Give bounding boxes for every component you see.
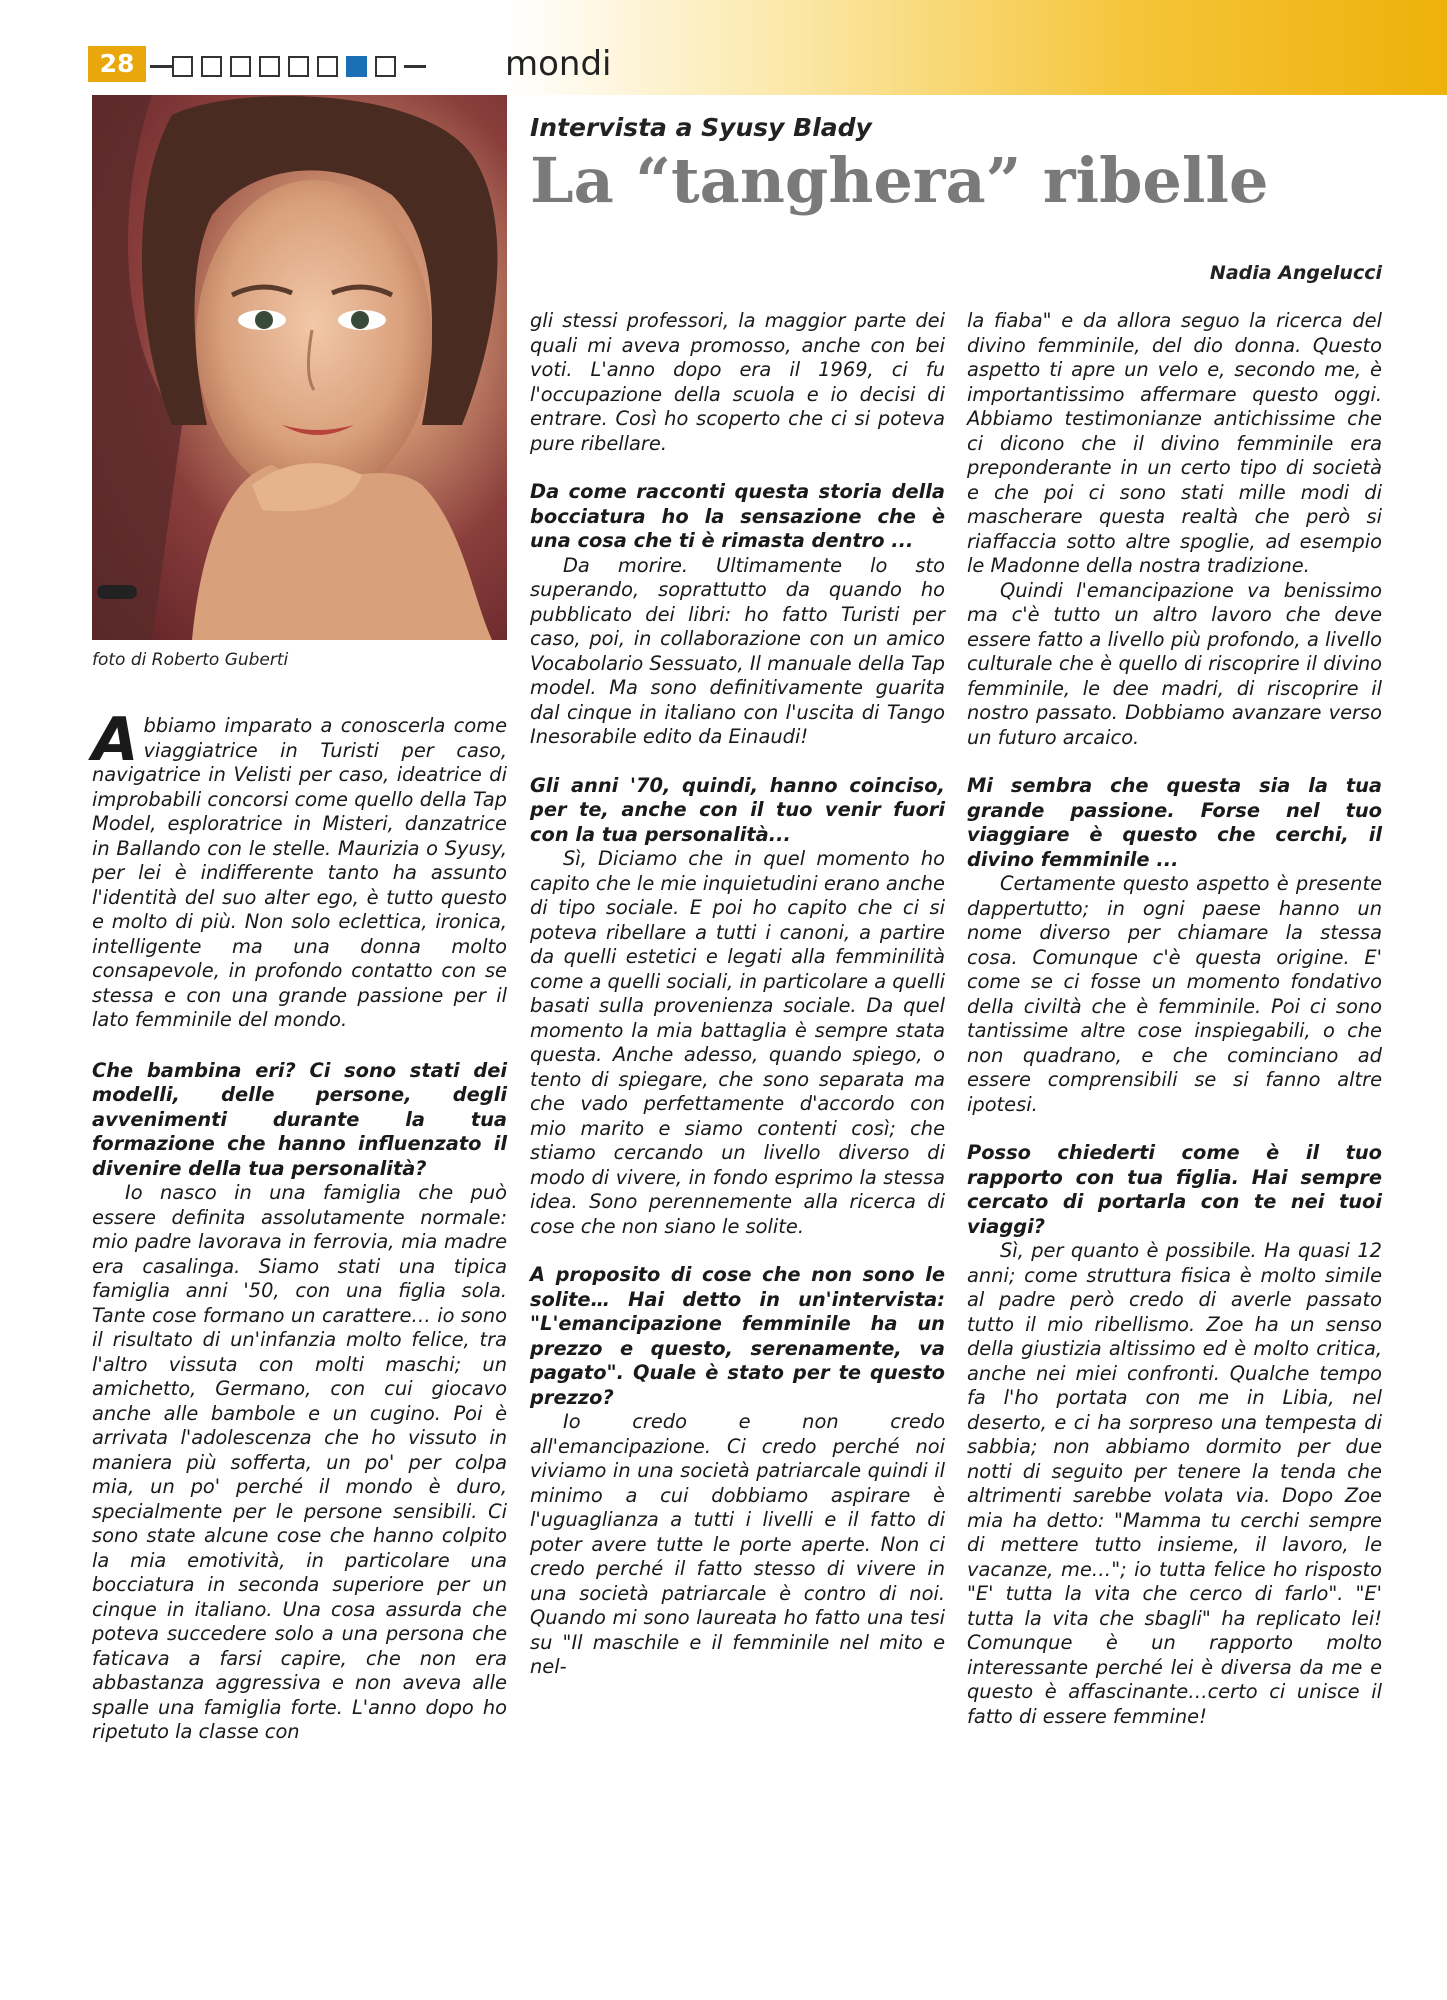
answer: Certamente questo aspetto è presente dappertutto; in ogni paese hanno un nome diverso per chiamare la stessa cosa. Comunque c'è questa origine. E' come se ci fosse un momento fondativo della civiltà che è femminile. Poi ci sono tantissime altre cose inspiegabili, o che non quadrano, e che cominciano ad essere comprensibili se si fanno altre ipotesi. bbox=[967, 872, 1382, 1116]
article-author: Nadia Angelucci bbox=[1209, 262, 1382, 284]
answer: Sì, Diciamo che in quel momento ho capito che le mie inquietudini erano anche di tipo sociale. E poi ho capito che ci si poteva ribellare a tutti i canoni, a partire da quelli estetici e legati alla femminilità come a quelli sociali, in particolare a quelli basati sulla provenienza sociale. Da quel momento la mia battaglia è sempre stata questa. Anche adesso, quando spiego, o tento di spiegare, che sono separata ma che vado perfettamente d'accordo con mio marito e siamo contenti così; che stiamo cercando un livello diverso di modo di vivere, in fondo esprimo la stessa idea. Sono perennemente alla ricerca di cose che non siano le solite. bbox=[530, 847, 945, 1238]
indicator-square bbox=[230, 56, 251, 77]
page-number: 28 bbox=[88, 46, 146, 82]
intro-text: bbiamo imparato a conoscerla come viaggiatrice in Turisti per caso, navigatrice in Velisti per caso, ideatrice di improbabili concorsi come quello della Tap Model, esploratrice in Misteri, danzatrice in Ballando con le stelle. Maurizia o Syusy, per lei è indifferente tanto ha assunto l'identità del suo alter ego, è tutto questo e molto di più. Non solo eclettica, ironica, intelligente ma una donna molto consapevole, in profondo contatto con se stessa e con una grande passione per il lato femminile del mondo. bbox=[92, 714, 507, 1031]
header-band bbox=[0, 0, 1447, 95]
question: A proposito di cose che non sono le solite… Hai detto in un'intervista: "L'emancipazione femminile ha un prezzo e questo, serenamente, va pagato". Quale è stato per te questo prezzo? bbox=[530, 1263, 945, 1409]
portrait-photo bbox=[92, 95, 507, 640]
drop-cap: A bbox=[92, 705, 139, 775]
indicator-square bbox=[288, 56, 309, 77]
question: Mi sembra che questa sia la tua grande passione. Forse nel tuo viaggiare è questo che cerchi, il divino femminile ... bbox=[967, 774, 1382, 871]
portrait-illustration bbox=[92, 95, 507, 640]
indicator-square bbox=[201, 56, 222, 77]
indicator-line bbox=[404, 65, 426, 68]
article-kicker: Intervista a Syusy Blady bbox=[530, 113, 872, 142]
answer: la fiaba" e da allora seguo la ricerca del divino femminile, del dio donna. Questo aspetto ti apre un velo e, secondo me, è importantissimo affermare questo oggi. Abbiamo testimonianze antichissime che ci dicono che il divino femminile era preponderante in un certo tipo di società e che poi ci sono stati mille modi di mascherare questa realtà che però si riaffaccia sotto altre spoglie, ad esempio le Madonne della nostra tradizione. bbox=[967, 309, 1382, 577]
section-indicator bbox=[150, 52, 426, 80]
article-title: La “tanghera” ribelle bbox=[530, 144, 1269, 217]
section-title: mondi bbox=[505, 44, 612, 84]
column-3 bbox=[967, 309, 1382, 1729]
answer: Da morire. Ultimamente lo sto superando, soprattutto da quando ho pubblicato dei libri: ho fatto Turisti per caso, poi, in collaborazione con un amico Vocabolario Sessuato, Il manuale della Tap model. Ma sono definitivamente guarita dal cinque in italiano con l'uscita di Tango Inesorabile edito da Einaudi! bbox=[530, 553, 945, 748]
indicator-square bbox=[375, 56, 396, 77]
question: Gli anni '70, quindi, hanno coinciso, per te, anche con il tuo venir fuori con la tua personalità... bbox=[530, 773, 945, 846]
indicator-square bbox=[317, 56, 338, 77]
answer: gli stessi professori, la maggior parte dei quali mi aveva promosso, anche con bei voti. L'anno dopo era il 1969, ci fu l'occupazione della scuola e io decisi di entrare. Così ho scoperto che ci si poteva pure ribellare. bbox=[530, 309, 945, 455]
indicator-square bbox=[172, 56, 193, 77]
question: Da come racconti questa storia della bocciatura ho la sensazione che è una cosa che ti è rimasta dentro ... bbox=[530, 480, 945, 552]
answer: Io nasco in una famiglia che può essere definita assolutamente normale: mio padre lavorava in ferrovia, mia madre era casalinga. Siamo stati una tipica famiglia anni '50, con una figlia sola. Tante cose formano un carattere… io sono il risultato di un'infanzia molto felice, tra l'altro vissuta con molti maschi; un amichetto, Germano, con cui giocavo anche alle bambole e un cugino. Poi è arrivata l'adolescenza che ho vissuto in maniera più sofferta, un po' per colpa mia, un po' perché il mondo è duro, specialmente per le persone sensibili. Ci sono state alcune cose che hanno colpito la mia emotività, in particolare una bocciatura in seconda superiore per un cinque in italiano. Una cosa assurda che poteva succedere solo a una persona che faticava a farsi capire, che non era abbastanza aggressiva e non aveva alle spalle una famiglia forte. L'anno dopo ho ripetuto la classe con bbox=[92, 1181, 507, 1743]
column-2 bbox=[530, 309, 945, 1680]
indicator-line bbox=[150, 65, 172, 68]
question: Che bambina eri? Ci sono stati dei modelli, delle persone, degli avvenimenti durante la tua formazione che hanno influenzato il divenire della tua personalità? bbox=[92, 1058, 507, 1180]
column-1 bbox=[92, 705, 507, 1745]
intro-paragraph bbox=[92, 705, 507, 1033]
photo-caption: foto di Roberto Guberti bbox=[92, 650, 289, 670]
answer: Io credo e non credo all'emancipazione. Ci credo perché noi viviamo in una società patriarcale quindi il minimo a cui dobbiamo aspirare è l'uguaglianza a tutti i livelli e il fatto di poter avere tutte le porte aperte. Non ci credo perché il fatto stesso di vivere in una società patriarcale è contro di noi. Quando mi sono laureata ho fatto una tesi su "Il maschile e il femminile nel mito e nel- bbox=[530, 1410, 945, 1678]
question: Posso chiederti come è il tuo rapporto con tua figlia. Hai sempre cercato di portarla con te nei tuoi viaggi? bbox=[967, 1141, 1382, 1238]
indicator-square bbox=[259, 56, 280, 77]
answer: Sì, per quanto è possibile. Ha quasi 12 anni; come struttura fisica è molto simile al padre però credo di averle passato tutto il mio ribellismo. Zoe ha un senso della giustizia altissimo ed è molto critica, anche nei miei confronti. Qualche tempo fa l'ho portata con me in Libia, nel deserto, e ci ha sorpreso una tempesta di sabbia; non abbiamo dormito per due notti di seguito per tenere la tenda che altrimenti sarebbe volata via. Dopo Zoe mia ha detto: "Mamma tu cerchi sempre di mettere tutto insieme, il lavoro, le vacanze, me…"; io tutta felice ho risposto "E' tutta la vita che cerco di farlo". "E' tutta la vita che sbagli" ha replicato lei! Comunque è un rapporto molto interessante perché lei è diversa da me e questo è affascinante…certo ci unisce il fatto di essere femmine! bbox=[967, 1239, 1382, 1728]
answer: Quindi l'emancipazione va benissimo ma c'è tutto un altro lavoro che deve essere fatto a livello più profondo, a livello culturale che è quello di riscoprire il divino femminile, le dee madri, di riscoprire il nostro passato. Dobbiamo avanzare verso un futuro arcaico. bbox=[967, 578, 1382, 749]
indicator-square-active bbox=[346, 56, 367, 77]
